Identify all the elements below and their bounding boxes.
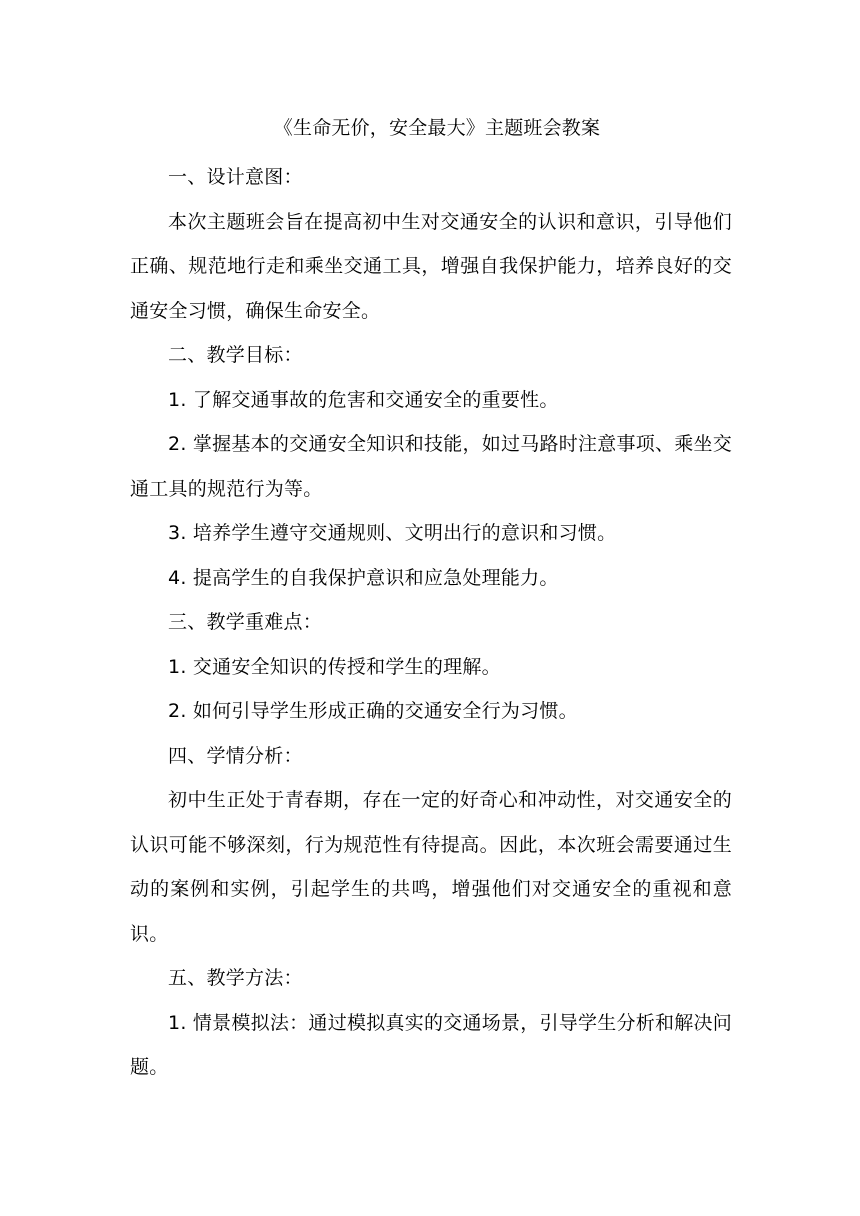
list-item-goal-4: 4. 提高学生的自我保护意识和应急处理能力。 [168,566,559,589]
list-item-key-point-1: 1. 交通安全知识的传授和学生的理解。 [168,655,501,678]
list-item-goal-3: 3. 培养学生遵守交通规则、文明出行的意识和习惯。 [168,522,617,544]
document-title: 《生命无价，安全最大》主题班会教案 [273,117,601,139]
section-heading-teaching-goals: 二、教学目标： [168,344,303,366]
document-body [130,112,732,1090]
section-heading-design-intent: 一、设计意图： [168,166,303,188]
section-heading-student-analysis: 四、学情分析： [168,744,303,767]
paragraph-student-analysis: 初中生正处于青春期，存在一定的好奇心和冲动性，对交通安全的认识可能不够深刻，行为规范性有待提高。因此，本次班会需要通过生动的案例和实例，引起学生的共鸣，增强他们对交通安全的重视和意识。 [130,789,732,945]
paragraph-design-intent: 本次主题班会旨在提高初中生对交通安全的认识和意识，引导他们正确、规范地行走和乘坐交通工具，增强自我保护能力，培养良好的交通安全习惯，确保生命安全。 [130,210,732,322]
list-item-method-1: 1. 情景模拟法：通过模拟真实的交通场景，引导学生分析和解决问题。 [130,1011,732,1078]
list-item-goal-1: 1. 了解交通事故的危害和交通安全的重要性。 [168,388,559,411]
list-item-goal-2: 2. 掌握基本的交通安全知识和技能，如过马路时注意事项、乘坐交通工具的规范行为等。 [130,433,732,500]
section-heading-teaching-methods: 五、教学方法： [168,967,303,989]
list-item-key-point-2: 2. 如何引导学生形成正确的交通安全行为习惯。 [168,700,578,722]
section-heading-key-points: 三、教学重难点： [168,611,323,633]
